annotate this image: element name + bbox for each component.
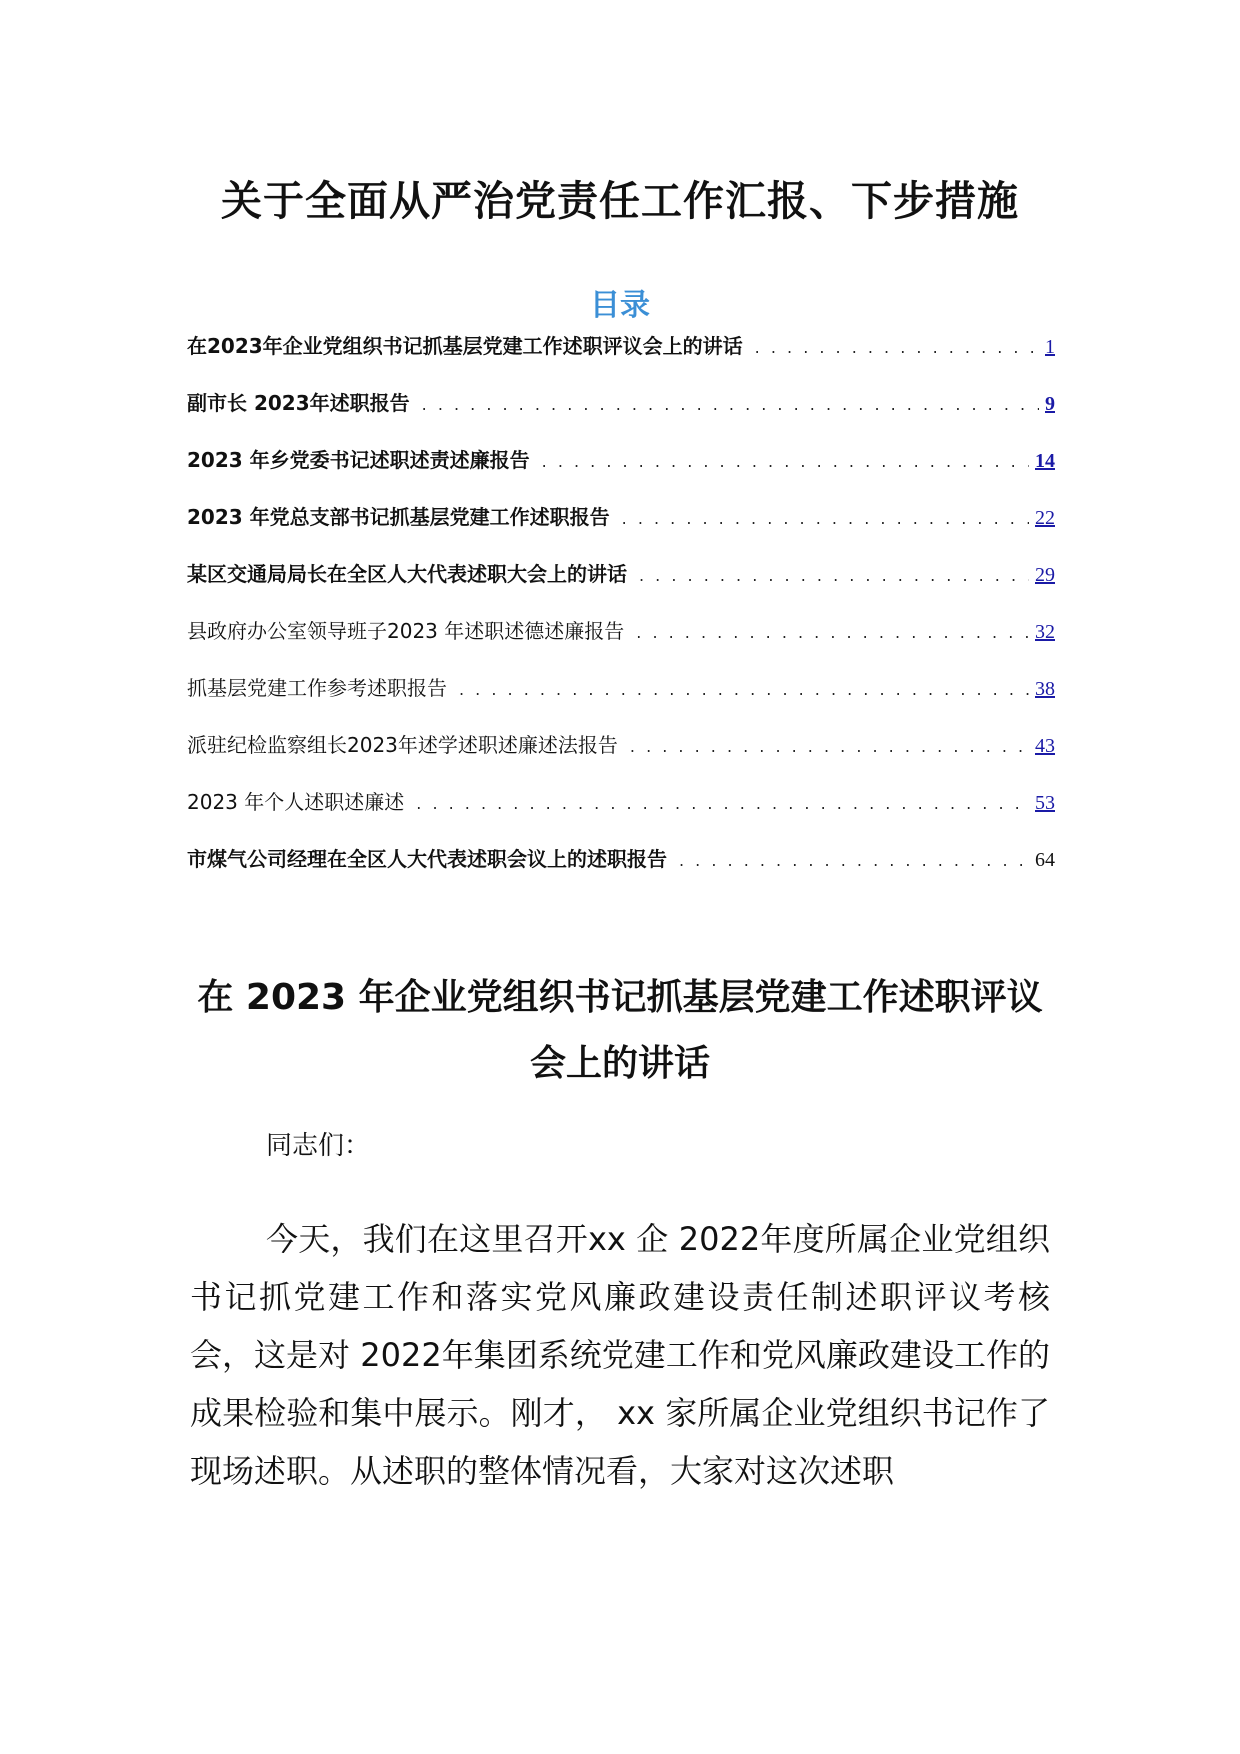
toc-dot-leader	[459, 680, 1029, 699]
toc-dot-leader	[542, 452, 1029, 471]
toc-entry-text: 抓基层党建工作参考述职报告	[187, 676, 447, 700]
section-title: 在 2023 年企业党组织书记抓基层党建工作述职评议会上的讲话	[197, 977, 1043, 1084]
toc-entry-text: 2023 年乡党委书记述职述责述廉报告	[187, 448, 530, 472]
toc-dot-leader	[422, 395, 1039, 414]
toc-entry-text: 在2023年企业党组织书记抓基层党建工作述职评议会上的讲话	[187, 334, 743, 358]
toc-dot-leader	[416, 794, 1029, 813]
toc-page-link[interactable]: 38	[1035, 678, 1055, 700]
toc-entry[interactable]	[187, 672, 1055, 729]
toc-entry-text: 县政府办公室领导班子2023 年述职述德述廉报告	[187, 619, 625, 643]
toc-entry[interactable]	[187, 387, 1055, 444]
toc-page-link[interactable]: 29	[1035, 564, 1055, 586]
body-paragraph: 今天，我们在这里召开xx 企 2022年度所属企业党组织书记抓党建工作和落实党风廉政建设责任制述职评议考核会，这是对 2022年集团系统党建工作和党风廉政建设工作的成果检验和集中展示。刚才， xx 家所属企业党组织书记作了现场述职。从述职的整体情况看，大家对这次述职	[190, 1220, 1050, 1490]
document-title: 关于全面从严治党责任工作汇报、下步措施	[221, 177, 1019, 225]
toc-page-link[interactable]: 53	[1035, 792, 1055, 814]
salutation: 同志们：	[266, 1131, 371, 1161]
toc-heading: 目录	[590, 288, 650, 323]
toc-dot-leader	[639, 566, 1029, 585]
toc-page-link[interactable]: 43	[1035, 735, 1055, 757]
toc-dot-leader	[679, 851, 1029, 870]
table-of-contents	[187, 330, 1055, 900]
toc-entry[interactable]	[187, 558, 1055, 615]
toc-dot-leader	[755, 338, 1039, 357]
toc-entry-text: 派驻纪检监察组长2023年述学述职述廉述法报告	[187, 733, 618, 757]
toc-dot-leader	[630, 737, 1029, 756]
toc-page-number: 64	[1035, 849, 1055, 871]
toc-entry-text: 市煤气公司经理在全区人大代表述职会议上的述职报告	[187, 847, 667, 871]
toc-page-link[interactable]: 1	[1045, 336, 1055, 358]
toc-page-link[interactable]: 32	[1035, 621, 1055, 643]
toc-entry[interactable]	[187, 330, 1055, 387]
toc-entry[interactable]	[187, 843, 1055, 900]
toc-entry[interactable]	[187, 444, 1055, 501]
toc-dot-leader	[636, 623, 1029, 642]
toc-entry-text: 2023 年个人述职述廉述	[187, 790, 405, 814]
toc-entry[interactable]	[187, 729, 1055, 786]
toc-entry[interactable]	[187, 786, 1055, 843]
toc-entry[interactable]	[187, 501, 1055, 558]
toc-entry[interactable]	[187, 615, 1055, 672]
toc-dot-leader	[622, 509, 1029, 528]
toc-entry-text: 副市长 2023年述职报告	[187, 391, 410, 415]
toc-page-link[interactable]: 9	[1045, 393, 1055, 415]
toc-entry-text: 2023 年党总支部书记抓基层党建工作述职报告	[187, 505, 610, 529]
toc-entry-text: 某区交通局局长在全区人大代表述职大会上的讲话	[187, 562, 627, 586]
toc-page-link[interactable]: 22	[1035, 507, 1055, 529]
toc-page-link[interactable]: 14	[1035, 450, 1055, 472]
